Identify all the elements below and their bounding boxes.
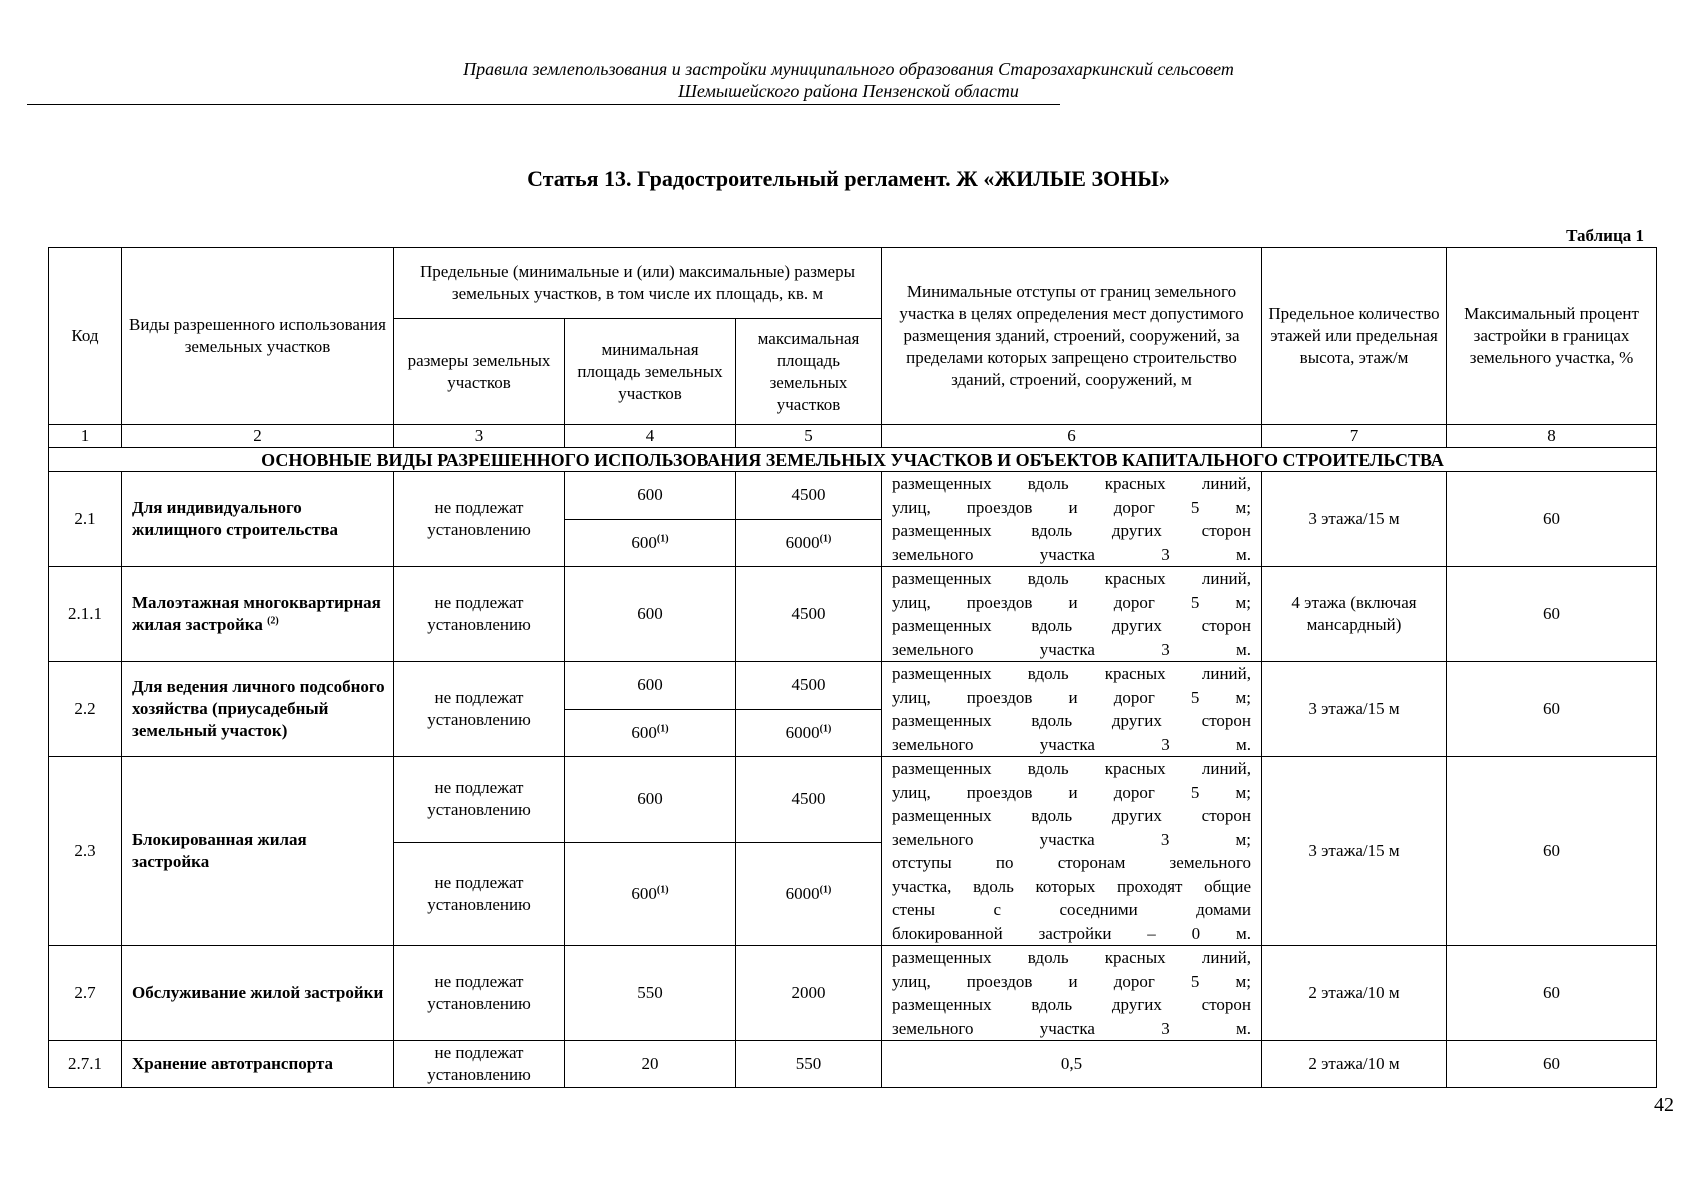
- row-coverage: 60: [1447, 946, 1657, 1041]
- table-row: [49, 662, 1657, 710]
- row-name: Блокированная жилая застройка: [122, 757, 394, 946]
- col-number: 8: [1447, 425, 1657, 448]
- table-row: [49, 472, 1657, 520]
- row-coverage: 60: [1447, 567, 1657, 662]
- table-row: [49, 567, 1657, 662]
- row-sizes: не подлежат установлению: [394, 472, 565, 567]
- row-coverage: 60: [1447, 472, 1657, 567]
- row-floors: 4 этажа (включая мансардный): [1262, 567, 1447, 662]
- row-max-area: 6000$^{(1)}$: [736, 709, 882, 757]
- row-max-area: 6000$^{(1)}$: [736, 519, 882, 567]
- footnote-ref: (1): [819, 884, 832, 896]
- row-max-area: 550: [736, 1041, 882, 1088]
- row-min-area: 550: [565, 946, 736, 1041]
- row-code: 2.7: [49, 946, 122, 1041]
- col-header-floors: Предельное количество этажей или предельная высота, этаж/м: [1262, 248, 1447, 425]
- row-coverage: 60: [1447, 662, 1657, 757]
- column-number-row: [49, 425, 1657, 448]
- footnote-ref: (1): [656, 723, 669, 735]
- col-header-sizes: размеры земельных участков: [394, 319, 565, 425]
- row-coverage: 60: [1447, 757, 1657, 946]
- row-max-area: 4500: [736, 472, 882, 520]
- row-floors: 2 этажа/10 м: [1262, 1041, 1447, 1088]
- table-row: [49, 946, 1657, 1041]
- table-label: Таблица 1: [1566, 226, 1644, 245]
- row-setbacks: размещенных вдоль красных линий, улиц, проездов и дорог 5 м; размещенных вдоль других сторон земельного участка 3 м.: [882, 946, 1262, 1041]
- row-max-area: 4500: [736, 757, 882, 843]
- row-sizes: не подлежат установлению: [394, 567, 565, 662]
- row-coverage: 60: [1447, 1041, 1657, 1088]
- col-header-min-area: минимальная площадь земельных участков: [565, 319, 736, 425]
- row-sizes: не подлежат установлению: [394, 662, 565, 757]
- row-name: Хранение автотранспорта: [122, 1041, 394, 1088]
- row-setbacks: размещенных вдоль красных линий, улиц, проездов и дорог 5 м; размещенных вдоль других сторон земельного участка 3 м.: [882, 567, 1262, 662]
- col-number: 4: [565, 425, 736, 448]
- col-number: 3: [394, 425, 565, 448]
- col-number: 2: [122, 425, 394, 448]
- row-setbacks: 0,5: [882, 1041, 1262, 1088]
- header-line-2: Шемышейского района Пензенской области: [678, 81, 1019, 101]
- col-header-max-area: максимальная площадь земельных участков: [736, 319, 882, 425]
- row-name: Для ведения личного подсобного хозяйства (приусадебный земельный участок): [122, 662, 394, 757]
- col-number: 5: [736, 425, 882, 448]
- page-title: Статья 13. Градостроительный регламент. Ж «ЖИЛЫЕ ЗОНЫ»: [527, 166, 1170, 191]
- row-min-area: 600: [565, 662, 736, 710]
- row-code: 2.1: [49, 472, 122, 567]
- row-min-area: 600: [565, 472, 736, 520]
- footnote-ref: (2): [267, 615, 279, 627]
- row-min-area: 600: [565, 757, 736, 843]
- row-setbacks: размещенных вдоль красных линий, улиц, проездов и дорог 5 м; размещенных вдоль других сторон земельного участка 3 м; отступы по сторонам земельного участка, вдоль которых проходят общие стены с соседними домами блокированной застройки – 0 м.: [882, 757, 1262, 946]
- row-floors: 3 этажа/15 м: [1262, 472, 1447, 567]
- row-setbacks: размещенных вдоль красных линий, улиц, проездов и дорог 5 м; размещенных вдоль других сторон земельного участка 3 м.: [882, 662, 1262, 757]
- row-floors: 3 этажа/15 м: [1262, 757, 1447, 946]
- header-rule: [27, 104, 1060, 105]
- row-name: Малоэтажная многоквартирная жилая застройка $^{(2)}$: [122, 567, 394, 662]
- header-line-1: Правила землепользования и застройки муниципального образования Старозахаркинский сельсовет: [463, 59, 1234, 79]
- footnote-ref: (1): [819, 533, 832, 545]
- row-code: 2.7.1: [49, 1041, 122, 1088]
- row-max-area: 6000$^{(1)}$: [736, 842, 882, 945]
- table-row: [49, 757, 1657, 843]
- col-number: 1: [49, 425, 122, 448]
- row-name: Для индивидуального жилищного строительства: [122, 472, 394, 567]
- col-header-code: Код: [49, 248, 122, 425]
- col-header-coverage: Максимальный процент застройки в границах земельного участка, %: [1447, 248, 1657, 425]
- row-code: 2.2: [49, 662, 122, 757]
- row-max-area: 2000: [736, 946, 882, 1041]
- row-floors: 2 этажа/10 м: [1262, 946, 1447, 1041]
- row-min-area: 600$^{(1)}$: [565, 709, 736, 757]
- row-sizes: не подлежат установлению: [394, 946, 565, 1041]
- section-title: ОСНОВНЫЕ ВИДЫ РАЗРЕШЕННОГО ИСПОЛЬЗОВАНИЯ ЗЕМЕЛЬНЫХ УЧАСТКОВ И ОБЪЕКТОВ КАПИТАЛЬНОГО СТРОИТЕЛЬСТВА: [49, 448, 1657, 472]
- row-setbacks: размещенных вдоль красных линий, улиц, проездов и дорог 5 м; размещенных вдоль других сторон земельного участка 3 м.: [882, 472, 1262, 567]
- col-header-sizes-group: Предельные (минимальные и (или) максимальные) размеры земельных участков, в том числе их площадь, кв. м: [394, 248, 882, 319]
- footnote-ref: (1): [656, 884, 669, 896]
- table-row: [49, 1041, 1657, 1088]
- col-header-use: Виды разрешенного использования земельных участков: [122, 248, 394, 425]
- row-min-area: 20: [565, 1041, 736, 1088]
- col-header-setbacks: Минимальные отступы от границ земельного участка в целях определения мест допустимого размещения зданий, строений, сооружений, за пределами которых запрещено строительство зданий, строений, сооружений, м: [882, 248, 1262, 425]
- row-max-area: 4500: [736, 662, 882, 710]
- row-code: 2.1.1: [49, 567, 122, 662]
- row-code: 2.3: [49, 757, 122, 946]
- col-number: 7: [1262, 425, 1447, 448]
- row-min-area: 600$^{(1)}$: [565, 519, 736, 567]
- footnote-ref: (1): [656, 533, 669, 545]
- row-sizes: не подлежат установлению: [394, 842, 565, 945]
- row-min-area: 600$^{(1)}$: [565, 842, 736, 945]
- running-header: [0, 58, 1697, 102]
- page-number: 42: [1654, 1094, 1674, 1116]
- row-sizes: не подлежат установлению: [394, 1041, 565, 1088]
- row-sizes: не подлежат установлению: [394, 757, 565, 843]
- row-min-area: 600: [565, 567, 736, 662]
- regulation-table: [48, 247, 1657, 1088]
- row-name: Обслуживание жилой застройки: [122, 946, 394, 1041]
- row-floors: 3 этажа/15 м: [1262, 662, 1447, 757]
- row-max-area: 4500: [736, 567, 882, 662]
- col-number: 6: [882, 425, 1262, 448]
- footnote-ref: (1): [819, 723, 832, 735]
